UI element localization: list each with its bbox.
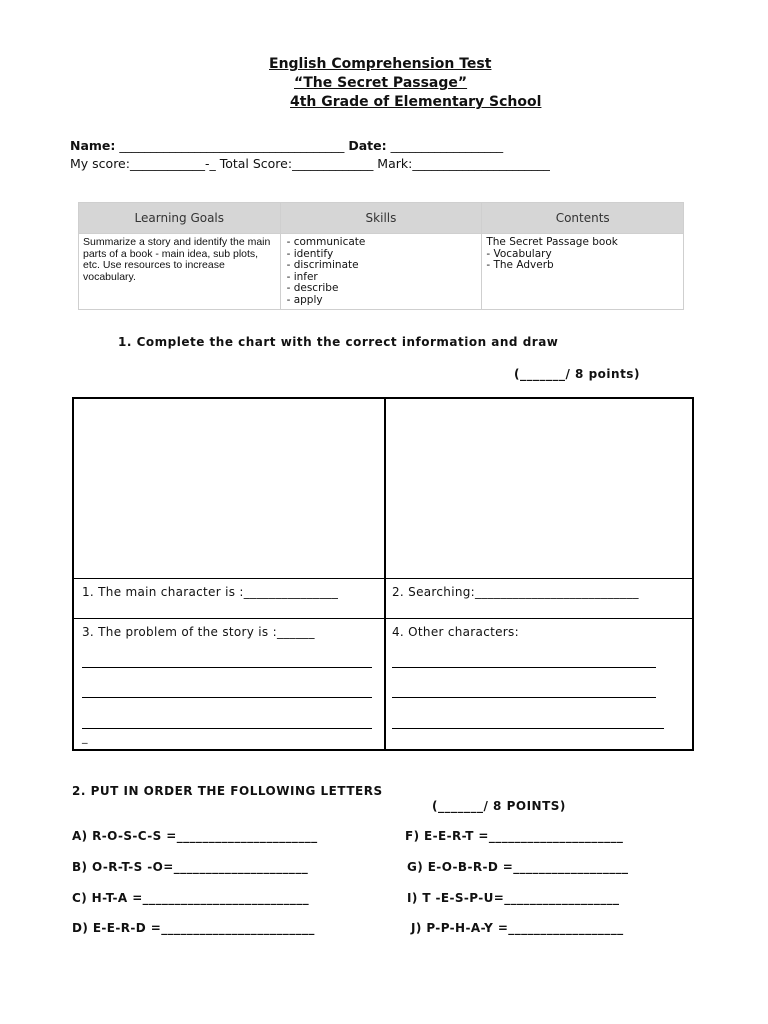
book-title: “The Secret Passage” <box>294 75 468 91</box>
content-item: - Vocabulary <box>486 247 552 260</box>
scramble-item-j[interactable]: J) P-P-H-A-Y =__________________ <box>411 921 624 935</box>
test-title: English Comprehension Test <box>269 56 492 72</box>
problem-prompt[interactable]: 3. The problem of the story is :______ <box>82 625 315 639</box>
question-2-points[interactable]: (_______/ 8 POINTS) <box>432 799 566 813</box>
name-date-row <box>70 138 503 153</box>
scramble-item-d[interactable]: D) E-E-R-D =________________________ <box>72 921 315 935</box>
skills-list <box>285 237 478 306</box>
contents-cell <box>482 234 684 310</box>
chart-divider <box>74 578 692 579</box>
skill-item: - communicate <box>286 236 366 248</box>
scramble-item-i[interactable]: I) T -E-S-P-U=__________________ <box>407 891 620 905</box>
skill-item: - identify <box>286 247 334 260</box>
skill-item: - describe <box>286 282 339 294</box>
content-item: - The Adverb <box>486 259 554 271</box>
question-2-instruction: 2. PUT IN ORDER THE FOLLOWING LETTERS <box>72 784 383 798</box>
name-label: Name: <box>70 138 116 153</box>
drawing-box-right[interactable] <box>386 399 692 578</box>
header-contents: Contents <box>482 203 684 234</box>
skill-item: - apply <box>286 293 323 306</box>
content-item: The Secret Passage book <box>486 236 618 248</box>
answer-line[interactable] <box>82 667 372 668</box>
skill-item: - infer <box>286 270 318 283</box>
scramble-item-c[interactable]: C) H-T-A =__________________________ <box>72 891 310 905</box>
score-row[interactable]: My score:____________-_ Total Score:_____________ Mark:______________________ <box>70 156 550 171</box>
date-label: Date: <box>348 138 387 153</box>
drawing-box-left[interactable] <box>74 399 384 578</box>
header-learning-goals: Learning Goals <box>79 203 281 234</box>
searching-prompt[interactable]: 2. Searching:__________________________ <box>392 585 639 599</box>
learning-goals-table <box>78 202 684 310</box>
contents-list <box>486 237 679 272</box>
learning-goals-text: Summarize a story and identify the main parts of a book - main idea, sub plots, etc. Use resources to increase vocabulary. <box>83 236 271 283</box>
learning-goals-cell <box>79 234 281 310</box>
header-skills: Skills <box>280 203 482 234</box>
answer-line[interactable] <box>392 728 664 729</box>
story-chart <box>72 397 694 751</box>
other-characters-prompt: 4. Other characters: <box>392 625 519 639</box>
scramble-item-f[interactable]: F) E-E-R-T =_____________________ <box>405 829 624 843</box>
scramble-item-a[interactable]: A) R-O-S-C-S =______________________ <box>72 829 318 843</box>
main-character-prompt[interactable]: 1. The main character is :_______________ <box>82 585 339 599</box>
scramble-item-b[interactable]: B) O-R-T-S -O=_____________________ <box>72 860 309 874</box>
answer-line[interactable] <box>392 667 656 668</box>
scramble-item-g[interactable]: G) E-O-B-R-D =__________________ <box>407 860 629 874</box>
skills-cell <box>280 234 482 310</box>
answer-line[interactable] <box>82 728 372 729</box>
trailing-mark: _ <box>82 731 88 744</box>
answer-line[interactable] <box>82 697 372 698</box>
grade-level: 4th Grade of Elementary School <box>290 94 542 110</box>
question-1-instruction: 1. Complete the chart with the correct information and draw <box>118 335 559 349</box>
name-blank[interactable]: ____________________________________ <box>119 138 345 153</box>
chart-divider <box>74 618 692 619</box>
question-1-points[interactable]: (_______/ 8 points) <box>514 367 640 381</box>
date-blank[interactable]: __________________ <box>390 138 504 153</box>
skill-item: - discriminate <box>286 259 359 271</box>
answer-line[interactable] <box>392 697 656 698</box>
